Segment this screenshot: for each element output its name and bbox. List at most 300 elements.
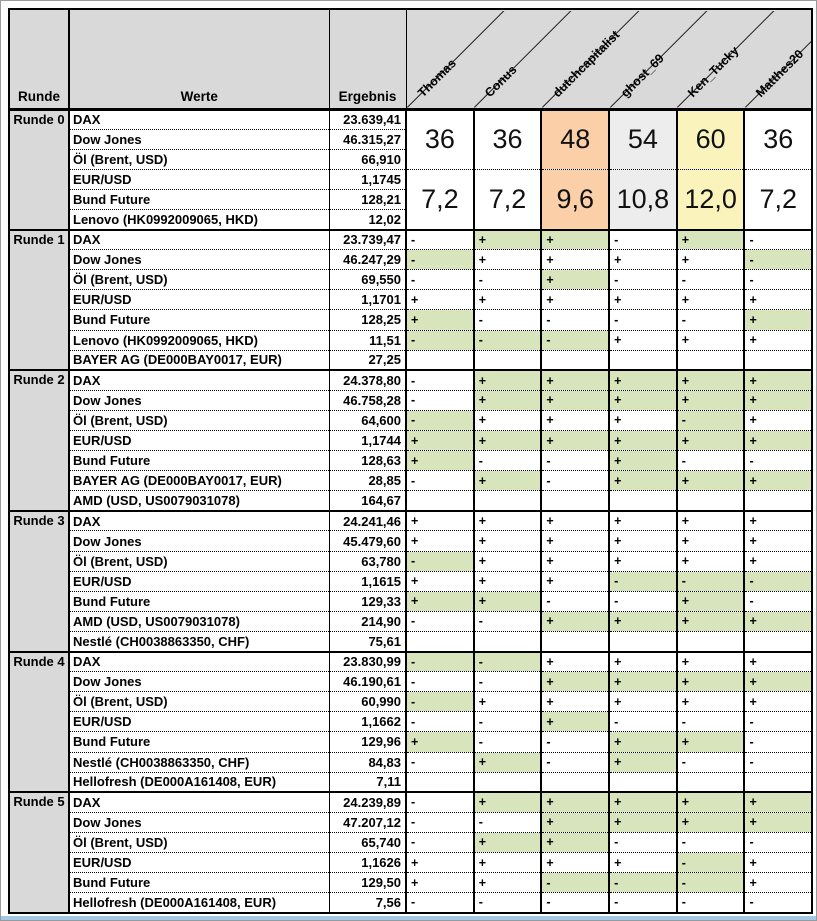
round-label: Runde 1	[9, 230, 69, 371]
prediction-cell: +	[677, 390, 745, 410]
instrument-cell: AMD (USD, US0079031078)	[69, 491, 329, 511]
prediction-cell: +	[609, 611, 677, 631]
prediction-cell: +	[744, 410, 812, 430]
prediction-cell: +	[677, 471, 745, 491]
prediction-cell: -	[406, 652, 474, 672]
prediction-cell: +	[677, 531, 745, 551]
prediction-cell	[744, 350, 812, 370]
col-header-werte: Werte	[69, 9, 329, 109]
table-row	[9, 812, 812, 832]
prediction-cell: -	[541, 752, 609, 772]
prediction-cell: +	[609, 531, 677, 551]
instrument-cell: Bund Future	[69, 189, 329, 209]
prediction-cell: +	[609, 471, 677, 491]
result-cell: 66,910	[329, 149, 406, 169]
prediction-cell: +	[744, 672, 812, 692]
result-cell: 128,21	[329, 189, 406, 209]
instrument-cell: DAX	[69, 230, 329, 250]
result-cell: 47.207,12	[329, 812, 406, 832]
prediction-cell: +	[541, 250, 609, 270]
prediction-cell: +	[541, 290, 609, 310]
instrument-cell: Dow Jones	[69, 390, 329, 410]
instrument-cell: AMD (USD, US0079031078)	[69, 611, 329, 631]
prediction-cell: +	[474, 471, 542, 491]
instrument-cell: Lenovo (HK0992009065, HKD)	[69, 209, 329, 229]
prediction-cell: +	[677, 250, 745, 270]
prediction-cell: +	[609, 451, 677, 471]
result-cell: 84,83	[329, 752, 406, 772]
prediction-cell: +	[609, 431, 677, 451]
prediction-cell: +	[744, 652, 812, 672]
prediction-cell: +	[406, 571, 474, 591]
prediction-cell: +	[541, 812, 609, 832]
prediction-cell: -	[609, 270, 677, 290]
prediction-cell: +	[744, 330, 812, 350]
col-header-runde: Runde	[9, 9, 69, 109]
prediction-cell: +	[609, 812, 677, 832]
instrument-cell: Bund Future	[69, 873, 329, 893]
result-cell: 129,50	[329, 873, 406, 893]
result-cell: 1,1701	[329, 290, 406, 310]
prediction-cell: +	[677, 431, 745, 451]
result-cell: 1,1745	[329, 169, 406, 189]
result-cell: 129,33	[329, 591, 406, 611]
prediction-cell: +	[677, 792, 745, 812]
prediction-cell: -	[474, 652, 542, 672]
table-row	[9, 591, 812, 611]
prediction-cell: +	[744, 812, 812, 832]
prediction-cell: -	[677, 410, 745, 430]
prediction-cell: -	[541, 591, 609, 611]
prediction-cell: +	[474, 410, 542, 430]
prediction-cell: -	[744, 451, 812, 471]
table-row	[9, 752, 812, 772]
prediction-cell: -	[609, 832, 677, 852]
prediction-cell: -	[609, 591, 677, 611]
table-row	[9, 491, 812, 511]
table-row	[9, 169, 812, 189]
round-label: Runde 4	[9, 652, 69, 793]
result-cell: 129,96	[329, 732, 406, 752]
prediction-cell: +	[406, 873, 474, 893]
prediction-cell: -	[541, 471, 609, 491]
prediction-cell: +	[474, 752, 542, 772]
prediction-cell: +	[406, 310, 474, 330]
table-row	[9, 451, 812, 471]
prediction-cell: -	[677, 852, 745, 872]
table-row	[9, 370, 812, 390]
instrument-cell: Dow Jones	[69, 531, 329, 551]
table-row	[9, 511, 812, 531]
prediction-cell: +	[609, 752, 677, 772]
prediction-cell: +	[744, 692, 812, 712]
results-table	[8, 8, 813, 914]
score-points-cell: 48	[541, 109, 609, 169]
prediction-cell: +	[609, 852, 677, 872]
instrument-cell: BAYER AG (DE000BAY0017, EUR)	[69, 350, 329, 370]
result-cell: 69,550	[329, 270, 406, 290]
table-row	[9, 611, 812, 631]
prediction-cell: +	[474, 431, 542, 451]
instrument-cell: DAX	[69, 511, 329, 531]
prediction-cell: +	[406, 732, 474, 752]
table-row	[9, 732, 812, 752]
prediction-cell: +	[541, 652, 609, 672]
instrument-cell: DAX	[69, 109, 329, 129]
prediction-cell: -	[609, 310, 677, 330]
prediction-cell: +	[609, 792, 677, 812]
result-cell: 23.639,41	[329, 109, 406, 129]
player-name: ghost_69	[617, 50, 667, 100]
result-cell: 1,1615	[329, 571, 406, 591]
prediction-cell: +	[677, 511, 745, 531]
table-row	[9, 832, 812, 852]
prediction-cell: +	[541, 692, 609, 712]
instrument-cell: Öl (Brent, USD)	[69, 410, 329, 430]
prediction-cell: +	[474, 692, 542, 712]
instrument-cell: Öl (Brent, USD)	[69, 832, 329, 852]
prediction-cell: +	[677, 330, 745, 350]
instrument-cell: EUR/USD	[69, 852, 329, 872]
prediction-cell: -	[744, 832, 812, 852]
col-header-ergebnis: Ergebnis	[329, 9, 406, 109]
prediction-cell: +	[474, 531, 542, 551]
table-row	[9, 571, 812, 591]
instrument-cell: EUR/USD	[69, 571, 329, 591]
prediction-cell: +	[474, 832, 542, 852]
instrument-cell: Bund Future	[69, 732, 329, 752]
prediction-cell: -	[744, 250, 812, 270]
instrument-cell: EUR/USD	[69, 169, 329, 189]
result-cell: 65,740	[329, 832, 406, 852]
prediction-cell: -	[541, 893, 609, 913]
prediction-cell: +	[474, 571, 542, 591]
prediction-cell: -	[406, 752, 474, 772]
prediction-cell: -	[744, 270, 812, 290]
table-row	[9, 893, 812, 913]
score-average-cell: 7,2	[474, 169, 542, 229]
instrument-cell: Nestlé (CH0038863350, CHF)	[69, 631, 329, 651]
prediction-cell	[609, 772, 677, 792]
prediction-cell	[406, 491, 474, 511]
player-name: Ken_Tucky	[685, 43, 742, 100]
prediction-cell: -	[406, 230, 474, 250]
prediction-cell: +	[541, 551, 609, 571]
round-label: Runde 5	[9, 792, 69, 913]
table-row	[9, 852, 812, 872]
prediction-cell: +	[474, 792, 542, 812]
prediction-cell	[406, 350, 474, 370]
prediction-cell	[541, 631, 609, 651]
instrument-cell: Hellofresh (DE000A161408, EUR)	[69, 893, 329, 913]
result-cell: 24.241,46	[329, 511, 406, 531]
table-row	[9, 410, 812, 430]
prediction-cell: +	[541, 792, 609, 812]
prediction-cell: -	[406, 330, 474, 350]
prediction-cell	[541, 772, 609, 792]
instrument-cell: EUR/USD	[69, 290, 329, 310]
result-cell: 45.479,60	[329, 531, 406, 551]
table-row	[9, 431, 812, 451]
result-cell: 11,51	[329, 330, 406, 350]
result-cell: 23.739,47	[329, 230, 406, 250]
prediction-cell: +	[744, 370, 812, 390]
prediction-cell: +	[541, 611, 609, 631]
prediction-cell: +	[744, 390, 812, 410]
prediction-cell	[677, 350, 745, 370]
prediction-cell: +	[541, 431, 609, 451]
instrument-cell: Lenovo (HK0992009065, HKD)	[69, 330, 329, 350]
player-header-strip	[407, 11, 812, 108]
prediction-cell: -	[744, 893, 812, 913]
table-row	[9, 692, 812, 712]
prediction-cell: -	[744, 732, 812, 752]
prediction-cell: -	[677, 310, 745, 330]
prediction-cell: +	[406, 431, 474, 451]
prediction-cell: -	[474, 812, 542, 832]
instrument-cell: Bund Future	[69, 310, 329, 330]
prediction-cell	[474, 350, 542, 370]
table-row	[9, 672, 812, 692]
prediction-cell: -	[541, 330, 609, 350]
instrument-cell: DAX	[69, 792, 329, 812]
prediction-cell: +	[677, 652, 745, 672]
prediction-cell: -	[541, 873, 609, 893]
prediction-cell	[677, 631, 745, 651]
prediction-cell: +	[744, 792, 812, 812]
prediction-cell: +	[541, 230, 609, 250]
prediction-cell: +	[609, 511, 677, 531]
prediction-cell: -	[609, 893, 677, 913]
score-average-cell: 7,2	[744, 169, 812, 229]
instrument-cell: EUR/USD	[69, 431, 329, 451]
prediction-cell: +	[609, 672, 677, 692]
prediction-cell: +	[609, 330, 677, 350]
score-points-cell: 36	[406, 109, 474, 169]
instrument-cell: DAX	[69, 652, 329, 672]
prediction-cell: +	[541, 852, 609, 872]
prediction-cell: -	[406, 250, 474, 270]
prediction-cell: -	[744, 571, 812, 591]
round-label: Runde 3	[9, 511, 69, 652]
prediction-cell: +	[677, 812, 745, 832]
table-row	[9, 772, 812, 792]
prediction-cell: -	[744, 752, 812, 772]
prediction-cell: -	[474, 893, 542, 913]
score-points-cell: 60	[677, 109, 745, 169]
prediction-cell: +	[677, 230, 745, 250]
prediction-cell: +	[744, 852, 812, 872]
prediction-cell	[677, 772, 745, 792]
window-edge-bar	[1, 916, 816, 920]
result-cell: 1,1626	[329, 852, 406, 872]
prediction-cell: +	[541, 712, 609, 732]
prediction-cell: +	[474, 390, 542, 410]
prediction-cell: +	[677, 591, 745, 611]
prediction-cell: +	[474, 230, 542, 250]
prediction-cell: -	[406, 611, 474, 631]
prediction-cell: +	[609, 290, 677, 310]
prediction-cell: -	[406, 832, 474, 852]
prediction-cell: -	[406, 370, 474, 390]
prediction-cell	[744, 772, 812, 792]
prediction-cell: -	[406, 410, 474, 430]
instrument-cell: Dow Jones	[69, 672, 329, 692]
prediction-cell: -	[541, 732, 609, 752]
prediction-cell: +	[609, 652, 677, 672]
prediction-cell	[541, 350, 609, 370]
prediction-cell: -	[406, 270, 474, 290]
prediction-cell: +	[744, 531, 812, 551]
player-name: Conus	[482, 62, 520, 100]
player-headers	[406, 9, 812, 109]
prediction-cell: -	[744, 230, 812, 250]
prediction-cell: -	[474, 330, 542, 350]
result-cell: 1,1662	[329, 712, 406, 732]
table-row	[9, 330, 812, 350]
prediction-cell: +	[474, 551, 542, 571]
result-cell: 128,63	[329, 451, 406, 471]
prediction-cell: -	[406, 893, 474, 913]
prediction-cell: +	[744, 611, 812, 631]
result-cell: 23.830,99	[329, 652, 406, 672]
prediction-cell: +	[474, 852, 542, 872]
table-row	[9, 652, 812, 672]
instrument-cell: Öl (Brent, USD)	[69, 551, 329, 571]
score-points-cell: 36	[474, 109, 542, 169]
prediction-cell: +	[744, 551, 812, 571]
prediction-cell: -	[677, 893, 745, 913]
prediction-cell: -	[406, 551, 474, 571]
result-cell: 75,61	[329, 631, 406, 651]
table-row	[9, 290, 812, 310]
instrument-cell: Dow Jones	[69, 812, 329, 832]
result-cell: 46.758,28	[329, 390, 406, 410]
prediction-cell: -	[474, 672, 542, 692]
result-cell: 63,780	[329, 551, 406, 571]
prediction-cell: +	[474, 290, 542, 310]
table-row	[9, 792, 812, 812]
prediction-cell	[474, 631, 542, 651]
prediction-cell	[474, 491, 542, 511]
prediction-cell	[609, 491, 677, 511]
result-cell: 24.239,89	[329, 792, 406, 812]
result-cell: 60,990	[329, 692, 406, 712]
prediction-cell: +	[677, 692, 745, 712]
table-row	[9, 250, 812, 270]
result-cell: 1,1744	[329, 431, 406, 451]
table-row	[9, 712, 812, 732]
prediction-cell	[541, 491, 609, 511]
prediction-cell: +	[474, 370, 542, 390]
result-cell: 164,67	[329, 491, 406, 511]
score-points-cell: 54	[609, 109, 677, 169]
prediction-cell: +	[609, 250, 677, 270]
prediction-cell: -	[744, 591, 812, 611]
prediction-cell: -	[677, 451, 745, 471]
prediction-cell: -	[474, 451, 542, 471]
instrument-cell: Nestlé (CH0038863350, CHF)	[69, 752, 329, 772]
prediction-cell: -	[541, 310, 609, 330]
result-cell: 128,25	[329, 310, 406, 330]
instrument-cell: BAYER AG (DE000BAY0017, EUR)	[69, 471, 329, 491]
instrument-cell: Öl (Brent, USD)	[69, 270, 329, 290]
prediction-cell: -	[677, 712, 745, 732]
table-row	[9, 551, 812, 571]
table-row	[9, 230, 812, 250]
prediction-cell: -	[474, 732, 542, 752]
prediction-cell: -	[474, 270, 542, 290]
prediction-cell: -	[677, 832, 745, 852]
result-cell: 46.190,61	[329, 672, 406, 692]
instrument-cell: Dow Jones	[69, 250, 329, 270]
player-name: Thomas	[414, 55, 459, 100]
prediction-cell: +	[744, 310, 812, 330]
prediction-cell: +	[677, 290, 745, 310]
prediction-cell: -	[474, 310, 542, 330]
prediction-game-sheet	[8, 8, 813, 914]
prediction-cell: -	[677, 873, 745, 893]
table-row	[9, 631, 812, 651]
prediction-cell: +	[541, 390, 609, 410]
table-row	[9, 310, 812, 330]
prediction-cell: +	[609, 370, 677, 390]
prediction-cell: -	[406, 471, 474, 491]
prediction-cell: +	[744, 431, 812, 451]
instrument-cell: DAX	[69, 370, 329, 390]
prediction-cell: +	[744, 511, 812, 531]
prediction-cell	[609, 631, 677, 651]
round-label: Runde 0	[9, 109, 69, 230]
instrument-cell: Hellofresh (DE000A161408, EUR)	[69, 772, 329, 792]
prediction-cell: +	[609, 410, 677, 430]
result-cell: 46.247,29	[329, 250, 406, 270]
score-average-cell: 10,8	[609, 169, 677, 229]
result-cell: 46.315,27	[329, 129, 406, 149]
prediction-cell: -	[406, 390, 474, 410]
prediction-cell: +	[541, 531, 609, 551]
result-cell: 24.378,80	[329, 370, 406, 390]
score-average-cell: 7,2	[406, 169, 474, 229]
prediction-cell: +	[474, 250, 542, 270]
prediction-cell: +	[609, 390, 677, 410]
prediction-cell: +	[406, 290, 474, 310]
prediction-cell: -	[744, 712, 812, 732]
prediction-cell	[744, 491, 812, 511]
table-row	[9, 390, 812, 410]
prediction-cell: -	[609, 230, 677, 250]
player-name: dutchcapitalist	[549, 27, 623, 100]
prediction-cell: -	[677, 270, 745, 290]
prediction-cell: -	[609, 712, 677, 732]
prediction-cell: +	[541, 832, 609, 852]
prediction-cell: -	[677, 752, 745, 772]
prediction-cell: +	[406, 511, 474, 531]
player-name: Matthes20	[753, 46, 807, 100]
table-row	[9, 109, 812, 129]
prediction-cell: +	[744, 873, 812, 893]
instrument-cell: EUR/USD	[69, 712, 329, 732]
score-average-cell: 9,6	[541, 169, 609, 229]
prediction-cell: -	[609, 873, 677, 893]
prediction-cell: +	[677, 370, 745, 390]
prediction-cell	[406, 772, 474, 792]
prediction-cell	[474, 772, 542, 792]
round-label: Runde 2	[9, 370, 69, 511]
score-points-cell: 36	[744, 109, 812, 169]
prediction-cell: +	[609, 551, 677, 571]
score-average-cell: 12,0	[677, 169, 745, 229]
